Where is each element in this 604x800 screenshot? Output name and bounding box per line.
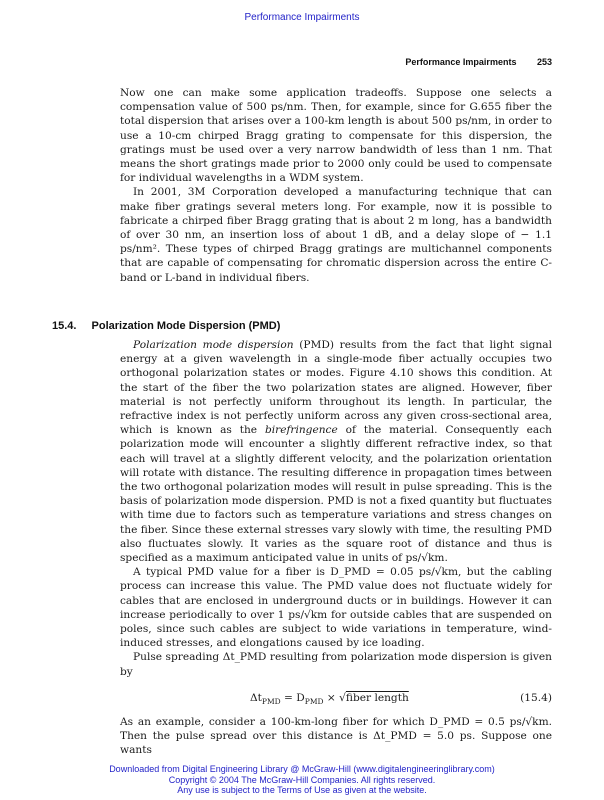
- section-title: Polarization Mode Dispersion (PMD): [91, 320, 281, 332]
- paragraph-text: (PMD) results from the fact that light signal energy at a given wavelength in a single-mode fiber actually occupies two orthogonal polarization states or modes. Figure 4.10 shows this condition. At the start of the fiber the two polarization states are aligned. However, fiber material is not perfectly uniform throughout its length. In particular, the refractive index is not perfectly uniform across any given cross-sectional area, which is known as the: [120, 339, 552, 437]
- equation-15-4: [120, 685, 552, 713]
- paragraph: Pulse spreading Δt_PMD resulting from polarization mode dispersion is given by: [120, 651, 552, 678]
- footer-line[interactable]: Copyright © 2004 The McGraw-Hill Companies. All rights reserved.: [168, 774, 436, 785]
- paragraph: Now one can make some application tradeoffs. Suppose one selects a compensation value of 500 ps/nm. Then, for example, since for G.655 fiber the total dispersion that arises over a 100-km length is about 500 ps/nm, in order to use a 10-cm chirped Bragg grating to compensate for this dispersion, the gratings must be used over a very narrow bandwidth of less than 1 nm. That means the short gratings made prior to 2000 only could be used to compensate for individual wavelengths in a WDM system.: [120, 87, 552, 185]
- paragraph: [120, 338, 552, 565]
- term-birefringence: birefringence: [264, 424, 338, 437]
- section-number: 15.4.: [52, 320, 77, 332]
- paragraph: A typical PMD value for a fiber is D_PMD = 0.05 ps/√km, but the cabling process can increase this value. The PMD value does not fluctuate widely for cables that are enclosed in underground ducts or in buildings. However it can increase periodically to over 1 ps/√km for outside cables that are suspended on poles, since such cables are subject to wide variations in temperature, wind-induced stresses, and elongations caused by ice loading.: [120, 566, 552, 650]
- paragraph: As an example, consider a 100-km-long fiber for which D_PMD = 0.5 ps/√km. Then the pulse spread over this distance is Δt_PMD = 5.0 ps. Suppose one wants: [120, 715, 552, 757]
- top-chapter-link[interactable]: Performance Impairments: [244, 12, 360, 23]
- section-text-block: [120, 338, 552, 757]
- footer-copyright[interactable]: [0, 764, 604, 796]
- section-heading: [52, 320, 280, 332]
- equation-number: (15.4): [520, 691, 552, 704]
- paragraph: In 2001, 3M Corporation developed a manufacturing technique that can make fiber gratings several meters long. For example, now it is possible to fabricate a chirped fiber Bragg grating that is about 2 m long, has a bandwidth of over 30 nm, an insertion loss of about 1 dB, and a delay slope of − 1.1 ps/nm². These types of chirped Bragg gratings are multichannel components that are capable of compensating for chromatic dispersion across the entire C-band or L-band in individual fibers.: [120, 186, 552, 284]
- page-number: 253: [536, 57, 552, 67]
- footer-line[interactable]: Downloaded from Digital Engineering Library @ McGraw-Hill (www.digitalengineeringlibrary.com): [109, 764, 495, 774]
- intro-text-block: [120, 86, 552, 285]
- term-pmd: Polarization mode dispersion: [133, 339, 294, 351]
- running-title: Performance Impairments: [405, 57, 517, 67]
- paragraph-text: of the material. Consequently each polarization mode will encounter a slightly different refractive index, so that each will travel at a slightly different velocity, and the polarization orientation will rotate with distance. The resulting difference in propagation times between the two orthogonal polarization modes will result in pulse spreading. This is the basis of polarization mode dispersion. PMD is not a fixed quantity but fluctuates with time due to factors such as temperature variations and stress changes on the fiber. Since these external stresses vary slowly with time, the resulting PMD also fluctuates slowly. It varies as the square root of distance and thus is specified as a maximum anticipated value in units of ps/√km.: [120, 424, 553, 565]
- running-header: [405, 57, 552, 67]
- footer-line[interactable]: Any use is subject to the Terms of Use as given at the website.: [177, 785, 427, 795]
- equation-formula: $\Delta t_{PMD} = D_{PMD}$ × √fiber length: [250, 691, 409, 706]
